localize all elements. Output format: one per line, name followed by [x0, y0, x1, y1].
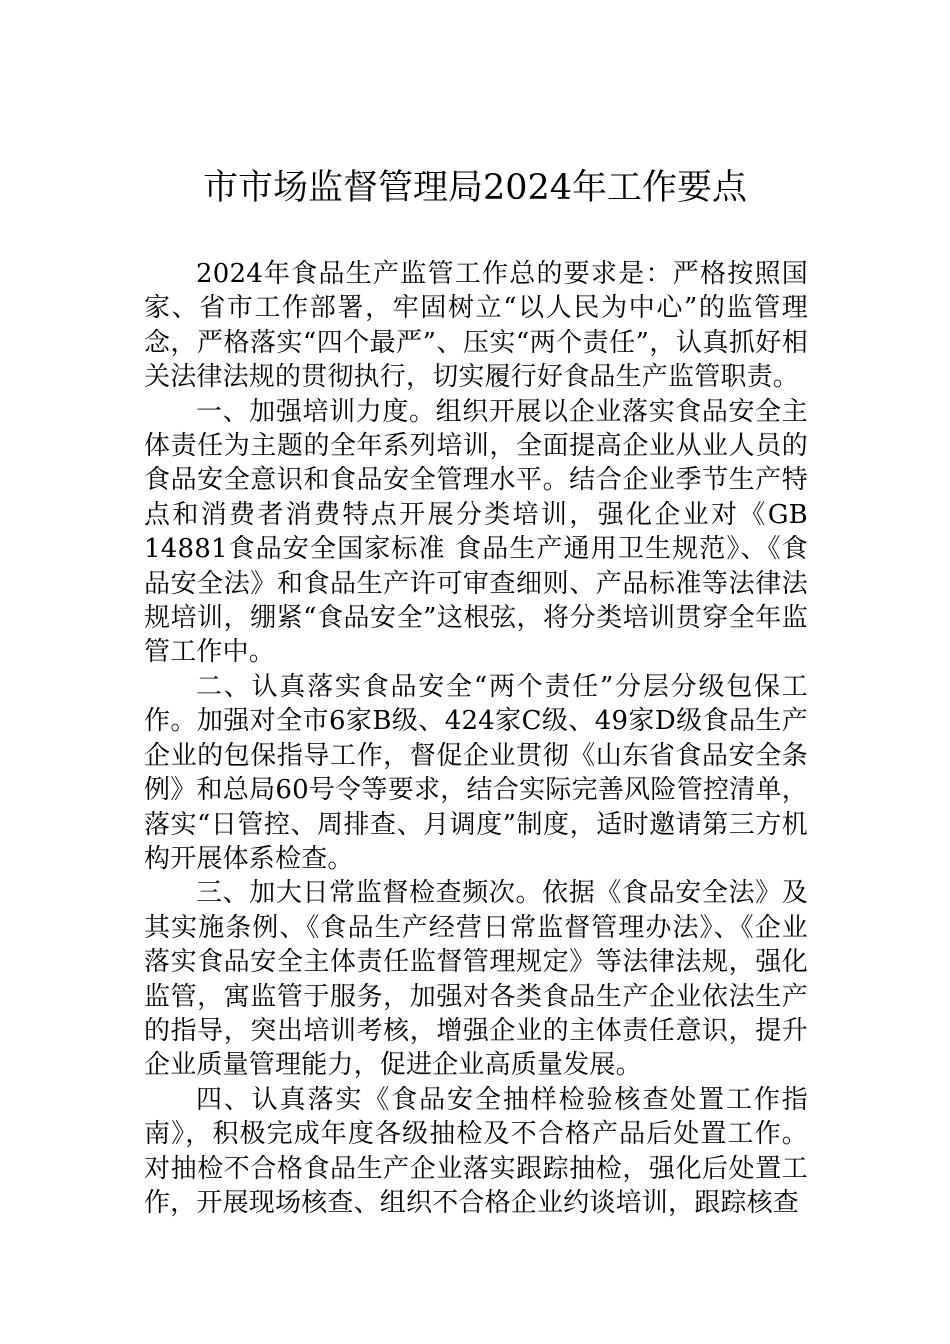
document-body	[144, 257, 808, 1220]
paragraph-section-2: 二、认真落实食品安全“两个责任”分层分级包保工作。加强对全市6家B级、424家C级、49家D级食品生产企业的包保指导工作，督促企业贯彻《山东省食品安全条例》和总局60号令等要求，结合实际完善风险管控清单，落实“日管控、周排查、月调度”制度，适时邀请第三方机构开展体系检查。	[144, 671, 808, 874]
paragraph-section-4: 四、认真落实《食品安全抽样检验核查处置工作指南》，积极完成年度各级抽检及不合格产品后处置工作。对抽检不合格食品生产企业落实跟踪抽检，强化后处置工作，开展现场核查、组织不合格企业约谈培训，跟踪核查	[144, 1084, 808, 1218]
document-title: 市市场监督管理局2024年工作要点	[202, 168, 748, 208]
paragraph-section-3: 三、加大日常监督检查频次。依据《食品安全法》及其实施条例、《食品生产经营日常监督管理办法》、《企业落实食品安全主体责任监督管理规定》等法律法规，强化监管，寓监管于服务，加强对各类食品生产企业依法生产的指导，突出培训考核，增强企业的主体责任意识，提升企业质量管理能力，促进企业高质量发展。	[144, 878, 808, 1081]
paragraph-intro: 2024年食品生产监管工作总的要求是：严格按照国家、省市工作部署，牢固树立“以人民为中心”的监管理念，严格落实“四个最严”、压实“两个责任”，认真抓好相关法律法规的贯彻执行，切实履行好食品生产监管职责。	[144, 259, 808, 393]
paragraph-section-1: 一、加强培训力度。组织开展以企业落实食品安全主体责任为主题的全年系列培训，全面提高企业从业人员的食品安全意识和食品安全管理水平。结合企业季节生产特点和消费者消费特点开展分类培训，强化企业对《GB 14881食品安全国家标准 食品生产通用卫生规范》、《食品安全法》和食品生产许可审查细则、产品标准等法律法规培训，绷紧“食品安全”这根弦，将分类培训贯穿全年监管工作中。	[144, 396, 808, 668]
